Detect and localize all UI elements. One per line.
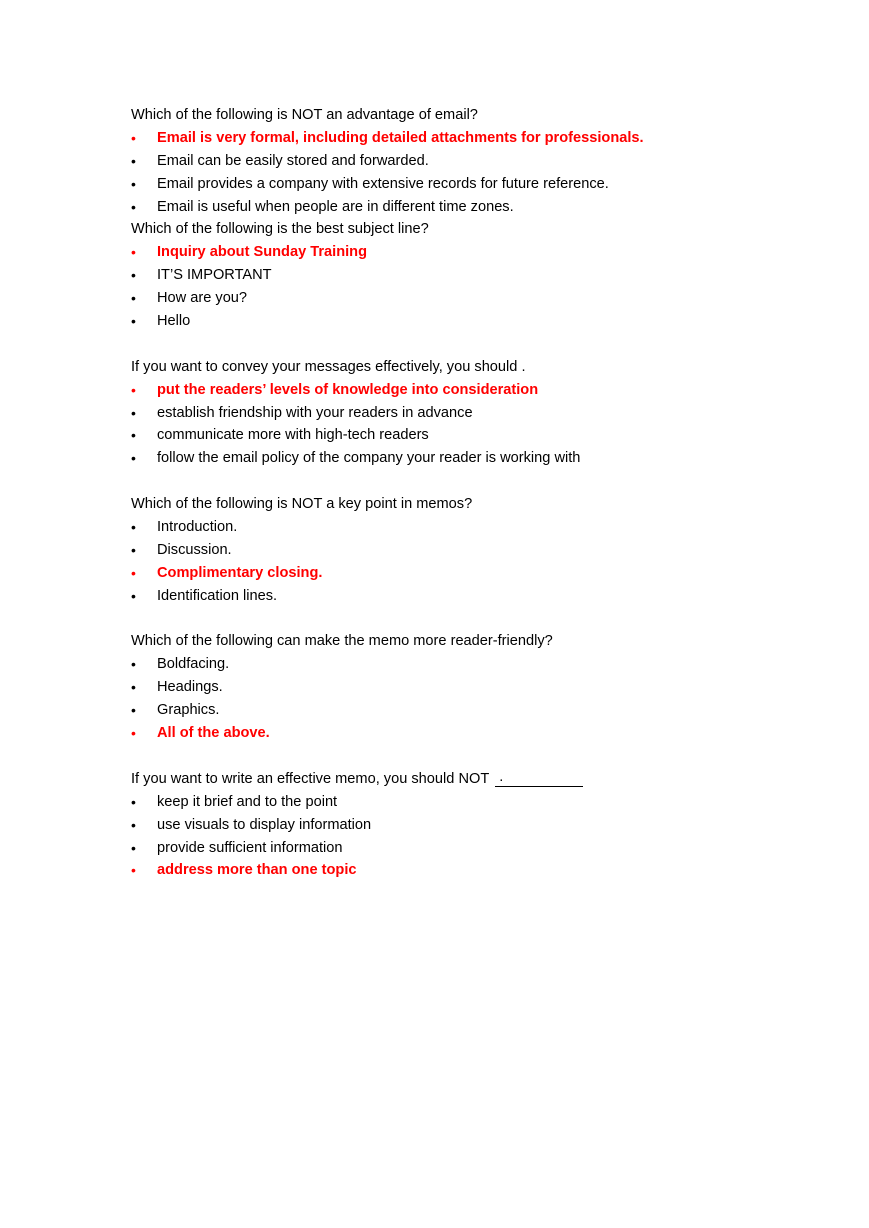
- question-prompt-row: [131, 768, 831, 791]
- bullet-icon: [131, 264, 143, 288]
- question-block: [131, 768, 831, 882]
- answer-option: [131, 287, 831, 310]
- answer-option: [131, 539, 831, 562]
- answer-option: [131, 653, 831, 676]
- answer-option-correct: [131, 562, 831, 585]
- option-text: IT’S IMPORTANT: [157, 267, 272, 284]
- quiz-document: [131, 104, 831, 882]
- bullet-icon: [131, 196, 143, 220]
- option-text: Email provides a company with extensive records for future reference.: [157, 175, 609, 192]
- question-block: [131, 493, 831, 607]
- answer-option-correct: [131, 127, 831, 150]
- option-text: keep it brief and to the point: [157, 793, 338, 810]
- bullet-icon: [131, 150, 143, 174]
- option-text: Discussion.: [157, 541, 232, 558]
- bullet-icon: [131, 127, 143, 151]
- question-prompt: Which of the following is NOT an advantage of email?: [131, 107, 478, 123]
- answer-option: [131, 424, 831, 447]
- question-block: [131, 218, 831, 332]
- answer-option: [131, 516, 831, 539]
- option-text: Identification lines.: [157, 587, 278, 604]
- bullet-icon: [131, 791, 143, 815]
- answer-option: [131, 150, 831, 173]
- answer-option: [131, 676, 831, 699]
- bullet-icon: [131, 676, 143, 700]
- option-text: Email can be easily stored and forwarded.: [157, 152, 429, 169]
- option-text: Graphics.: [157, 702, 220, 719]
- spacer: [131, 470, 831, 493]
- bullet-icon: [131, 585, 143, 609]
- bullet-icon: [131, 539, 143, 563]
- answer-option: [131, 310, 831, 333]
- question-block: [131, 630, 831, 744]
- bullet-icon: [131, 653, 143, 677]
- option-text: Headings.: [157, 679, 223, 696]
- answer-option: [131, 402, 831, 425]
- option-text: provide sufficient information: [157, 839, 343, 856]
- option-text: Email is very formal, including detailed attachments for professionals.: [157, 129, 644, 146]
- option-text: Email is useful when people are in different time zones.: [157, 198, 514, 215]
- answer-option: [131, 837, 831, 860]
- option-text: address more than one topic: [157, 862, 357, 879]
- bullet-icon: [131, 424, 143, 448]
- question-prompt: If you want to write an effective memo, you should NOT: [131, 770, 490, 787]
- bullet-icon: [131, 722, 143, 746]
- bullet-icon: [131, 447, 143, 471]
- question-prompt: If you want to convey your messages effectively, you should .: [131, 358, 526, 375]
- answer-option: [131, 196, 831, 219]
- bullet-icon: [131, 699, 143, 723]
- answer-option-correct: [131, 859, 831, 882]
- option-text: establish friendship with your readers in advance: [157, 404, 473, 421]
- answer-option-correct: [131, 722, 831, 745]
- bullet-icon: [131, 837, 143, 861]
- bullet-icon: [131, 562, 143, 586]
- answer-option: [131, 814, 831, 837]
- bullet-icon: [131, 379, 143, 403]
- answer-option: [131, 173, 831, 196]
- bullet-icon: [131, 814, 143, 838]
- question-block: [131, 104, 831, 218]
- option-text: Introduction.: [157, 519, 238, 536]
- option-text: put the readers’ levels of knowledge into consideration: [157, 381, 539, 398]
- answer-option: [131, 791, 831, 814]
- question-prompt: Which of the following can make the memo more reader-friendly?: [131, 633, 553, 650]
- question-prompt: Which of the following is the best subject line?: [131, 221, 429, 238]
- spacer: [131, 608, 831, 631]
- question-block: [131, 356, 831, 470]
- answer-option-correct: [131, 241, 831, 264]
- question-prompt: Which of the following is NOT a key point in memos?: [131, 496, 473, 513]
- option-text: Complimentary closing.: [157, 564, 323, 581]
- answer-blank: [495, 770, 583, 787]
- spacer: [131, 745, 831, 768]
- answer-option: [131, 264, 831, 287]
- bullet-icon: [131, 516, 143, 540]
- blank-text: .: [499, 768, 504, 785]
- answer-option: [131, 447, 831, 470]
- option-text: Boldfacing.: [157, 656, 230, 673]
- bullet-icon: [131, 310, 143, 334]
- option-text: Hello: [157, 313, 191, 330]
- option-text: communicate more with high-tech readers: [157, 427, 429, 444]
- bullet-icon: [131, 173, 143, 197]
- bullet-icon: [131, 859, 143, 883]
- option-text: All of the above.: [157, 725, 270, 742]
- answer-option: [131, 585, 831, 608]
- bullet-icon: [131, 402, 143, 426]
- option-text: follow the email policy of the company your reader is working with: [157, 450, 581, 467]
- option-text: use visuals to display information: [157, 816, 372, 833]
- answer-option-correct: [131, 379, 831, 402]
- option-text: How are you?: [157, 290, 248, 307]
- spacer: [131, 333, 831, 356]
- answer-option: [131, 699, 831, 722]
- bullet-icon: [131, 241, 143, 265]
- option-text: Inquiry about Sunday Training: [157, 244, 367, 261]
- bullet-icon: [131, 287, 143, 311]
